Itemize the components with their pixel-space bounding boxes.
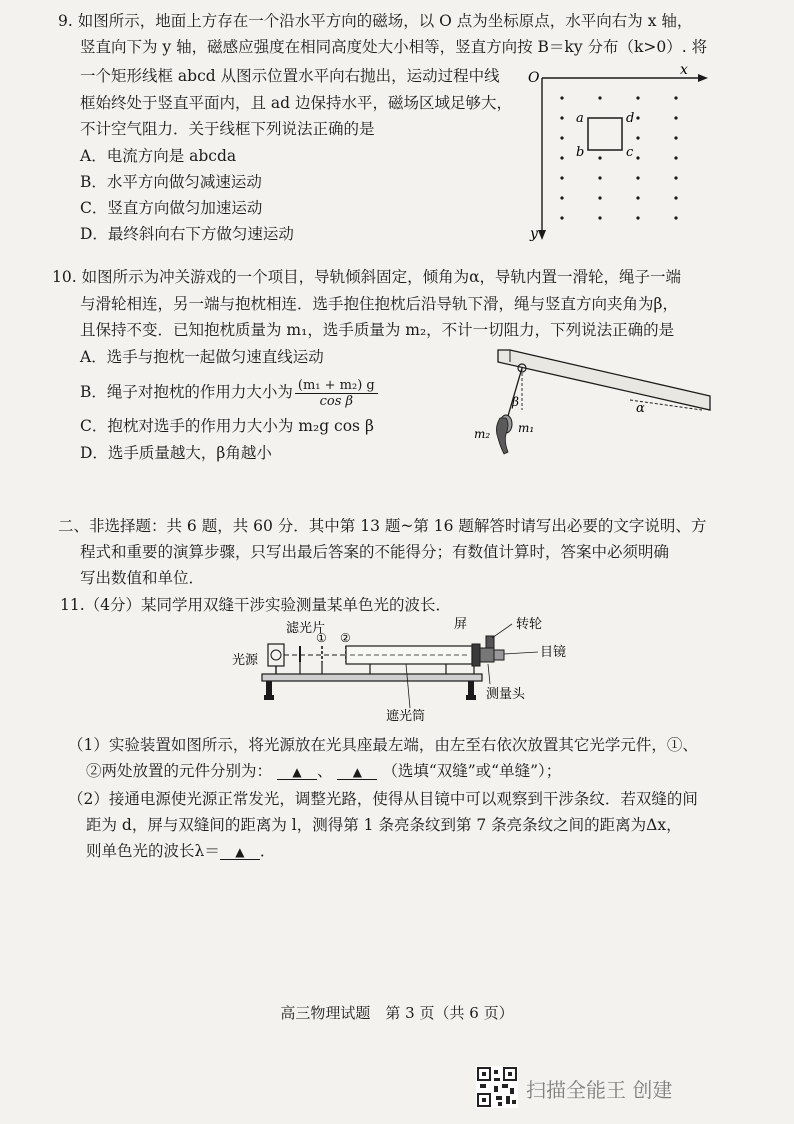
q9-origin-label: O xyxy=(528,70,540,86)
q10-option-b-fraction xyxy=(295,378,378,409)
q9-x-label: x xyxy=(680,62,688,78)
coil-label-c: c xyxy=(626,145,634,160)
qr-code-icon xyxy=(476,1066,518,1108)
q11-part2-text: 则单色光的波长λ＝ xyxy=(86,842,220,860)
label-circle-1: ① xyxy=(316,631,327,645)
section2-line1: 二、非选择题：共 6 题，共 60 分．其中第 13 题~第 16 题解答时请写出必要的文字说明、方 xyxy=(58,517,707,535)
eyepiece-element xyxy=(494,650,504,660)
label-tube: 遮光筒 xyxy=(386,709,426,724)
label-screen: 屏 xyxy=(454,617,468,632)
field-dot xyxy=(560,216,563,219)
angle-alpha-label: α xyxy=(636,401,645,416)
label-eyepiece: 目镜 xyxy=(540,645,567,660)
q9-line2: 竖直向下为 y 轴，磁感应强度在相同高度处大小相等，竖直方向按 B＝ky 分布（k>0）. 将 xyxy=(80,38,708,56)
q9-option-a: A．电流方向是 abcda xyxy=(80,147,237,165)
q11-intro: 11.（4分）某同学用双缝干涉实验测量某单色光的波长． xyxy=(60,596,452,614)
answer-blank-3[interactable]: ▲ xyxy=(220,845,260,860)
screen-element xyxy=(472,644,480,666)
answer-blank-1[interactable]: ▲ xyxy=(277,765,317,780)
field-dot xyxy=(560,156,563,159)
q11-part2-line3 xyxy=(86,840,275,862)
light-source xyxy=(268,644,284,666)
field-dot xyxy=(674,196,677,199)
field-dot xyxy=(560,96,563,99)
fraction-numerator: (m₁ + m₂) g xyxy=(295,378,378,394)
q11-part2-end: ． xyxy=(259,842,276,860)
section2-line2: 程式和重要的演算步骤，只写出最后答案的不能得分；有数值计算时，答案中必须明确 xyxy=(80,543,670,561)
label-wheel: 转轮 xyxy=(516,617,543,632)
answer-blank-2[interactable]: ▲ xyxy=(337,765,377,780)
label-circle-2: ② xyxy=(340,631,351,645)
field-dot xyxy=(674,176,677,179)
coil-abcd xyxy=(588,118,622,150)
field-dot xyxy=(674,96,677,99)
q9-line3: 一个矩形线框 abcd 从图示位置水平向右抛出，运动过程中线 xyxy=(80,67,500,85)
field-dot xyxy=(636,136,639,139)
q9-line4: 框始终处于竖直平面内，且 ad 边保持水平，磁场区域足够大， xyxy=(80,94,513,112)
q10-option-c: C．抱枕对选手的作用力大小为 m₂g cos β xyxy=(80,417,374,435)
section2-line3: 写出数值和单位． xyxy=(80,569,205,587)
q9-magnetic-field-figure xyxy=(520,62,720,244)
fraction-denominator: cos β xyxy=(319,393,354,409)
field-dot xyxy=(636,156,639,159)
q9-line5: 不计空气阻力．关于线框下列说法正确的是 xyxy=(80,120,375,138)
q9-line1: 9. 如图所示，地面上方存在一个沿水平方向的磁场，以 O 点为坐标原点，水平向右为 x 轴， xyxy=(58,12,693,30)
label-filter: 滤光片 xyxy=(286,621,326,636)
field-dot xyxy=(636,196,639,199)
q11-part1-hint: （选填“双缝”或“单缝”）； xyxy=(382,762,562,780)
field-dot xyxy=(674,116,677,119)
field-dot xyxy=(636,216,639,219)
field-dot xyxy=(598,176,601,179)
field-dot xyxy=(598,96,601,99)
q9-y-label: y xyxy=(530,226,538,242)
q11-part2-line2: 距为 d，屏与双缝间的距离为 l，测得第 1 条亮条纹到第 7 条亮条纹之间的距离为Δx， xyxy=(86,816,682,834)
q11-part1-line2: ②两处放置的元件分别为： ▲ 、 ▲ （选填“双缝”或“单缝”）； xyxy=(86,762,562,780)
m2-label: m₂ xyxy=(474,427,491,441)
coil-label-d: d xyxy=(626,111,635,126)
field-dot xyxy=(560,176,563,179)
q11-part1-text: ②两处放置的元件分别为： xyxy=(86,762,273,780)
field-dot xyxy=(598,196,601,199)
q10-option-b xyxy=(80,374,380,410)
field-dot xyxy=(560,136,563,139)
q11-part2-line1: （2）接通电源使光源正常发光，调整光路，使得从目镜中可以观察到干涉条纹．若双缝的间 xyxy=(68,790,698,808)
q9-option-d: D．最终斜向右下方做匀速运动 xyxy=(80,225,294,243)
field-dot xyxy=(674,156,677,159)
m1-label: m₁ xyxy=(518,421,535,435)
field-dot xyxy=(636,96,639,99)
coil-label-b: b xyxy=(576,145,585,160)
field-dot xyxy=(598,156,601,159)
inclined-rail xyxy=(498,350,710,410)
field-dot xyxy=(636,176,639,179)
q10-option-a: A．选手与抱枕一起做匀速直线运动 xyxy=(80,348,324,366)
q10-option-d: D．选手质量越大，β角越小 xyxy=(80,444,272,462)
field-dot xyxy=(636,116,639,119)
q10-rail-figure xyxy=(470,344,720,462)
coil-label-a: a xyxy=(576,111,584,126)
scanner-watermark: 扫描全能王 创建 xyxy=(526,1078,673,1102)
page-footer: 高三物理试题 第 3 页（共 6 页） xyxy=(280,1004,514,1022)
field-dot xyxy=(560,196,563,199)
q10-line3: 且保持不变．已知抱枕质量为 m₁，选手质量为 m₂，不计一切阻力，下列说法正确的是 xyxy=(80,321,675,339)
player-figure xyxy=(496,418,508,454)
label-measuring-head: 测量头 xyxy=(486,687,526,702)
field-dot xyxy=(674,136,677,139)
q9-option-b: B．水平方向做匀减速运动 xyxy=(80,173,262,191)
measuring-head xyxy=(480,648,494,662)
q10-line2: 与滑轮相连，另一端与抱枕相连．选手抱住抱枕后沿导轨下滑，绳与竖直方向夹角为β， xyxy=(80,295,678,313)
field-dot xyxy=(560,116,563,119)
q9-option-c: C．竖直方向做匀加速运动 xyxy=(80,199,263,217)
q11-double-slit-apparatus xyxy=(210,612,590,730)
q10-option-b-text: B．绳子对抱枕的作用力大小为 xyxy=(80,383,293,401)
q11-part1-line1: （1）实验装置如图所示，将光源放在光具座最左端，由左至右依次放置其它光学元件，①、 xyxy=(68,736,698,754)
field-dot xyxy=(674,216,677,219)
q10-line1: 10. 如图所示为冲关游戏的一个项目，导轨倾斜固定，倾角为α，导轨内置一滑轮，绳子一端 xyxy=(52,268,682,286)
optical-bench xyxy=(262,674,482,681)
label-source: 光源 xyxy=(232,653,259,668)
angle-beta-label: β xyxy=(512,395,519,409)
field-dot xyxy=(598,216,601,219)
